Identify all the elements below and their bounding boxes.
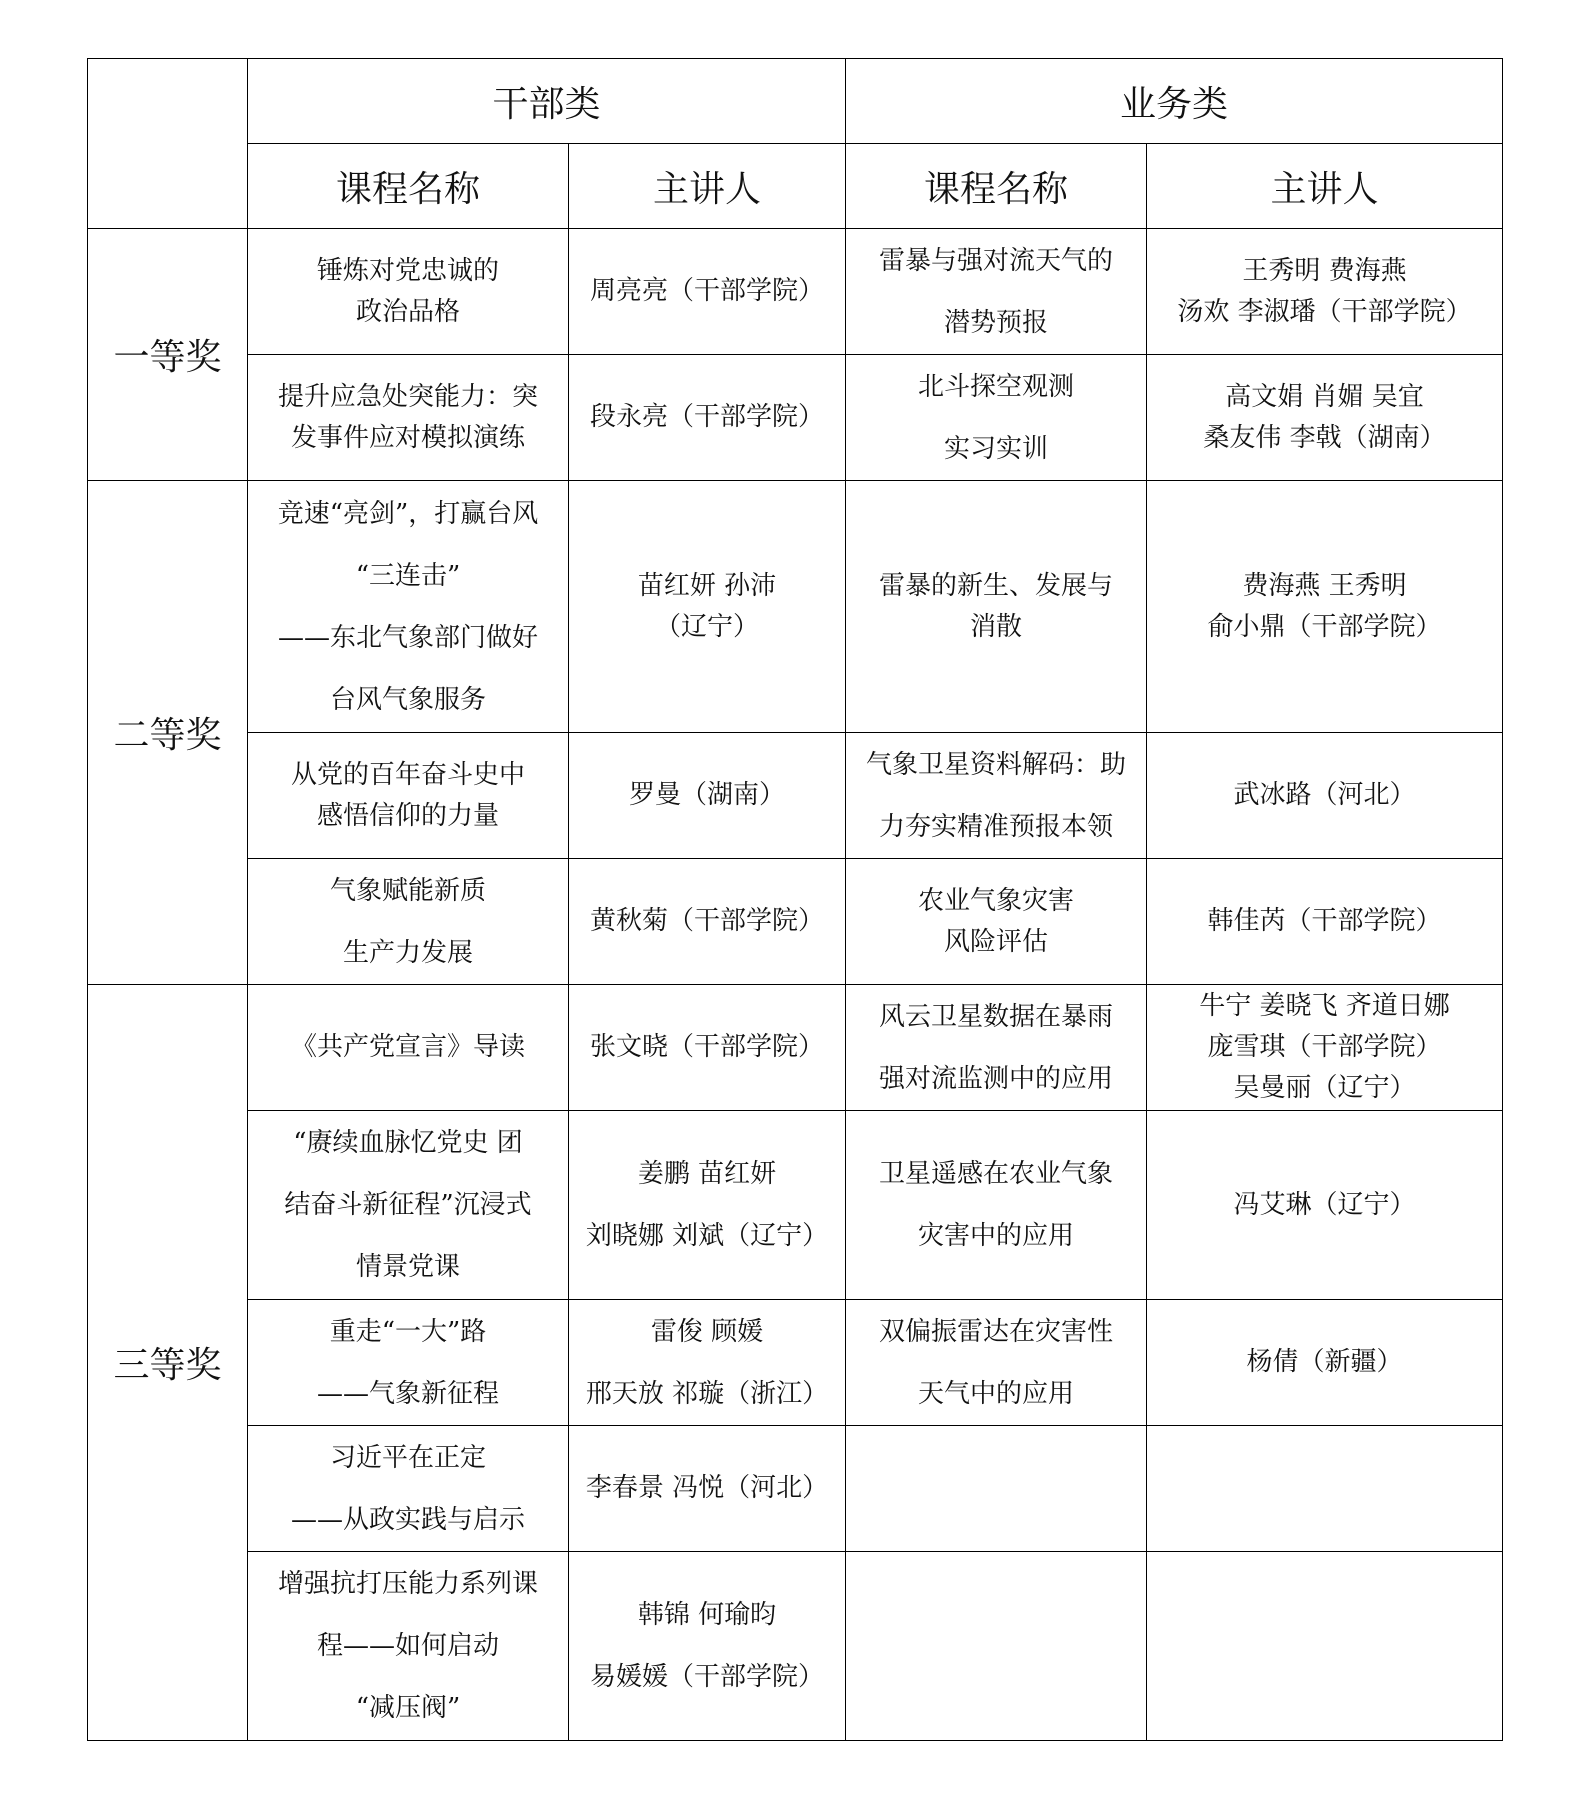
cadre-course-cell	[248, 229, 569, 355]
business-lecturer-cell	[1147, 1552, 1503, 1741]
cell-line: 农业气象灾害	[918, 885, 1075, 916]
cell-line: 增强抗打压能力系列课	[277, 1569, 538, 1599]
cadre-course-name-header: 课程名称	[248, 144, 569, 229]
cell-line: 实习实训	[944, 433, 1049, 464]
cell-line: 卫星遥感在农业气象	[879, 1159, 1114, 1189]
business-lecturer-cell	[1147, 481, 1503, 733]
business-course-cell	[846, 733, 1147, 859]
cell-line: 杨倩（新疆）	[1246, 1347, 1403, 1377]
business-course-cell	[846, 229, 1147, 355]
cell-line: 消散	[970, 611, 1023, 642]
cadre-course-cell	[248, 1426, 569, 1552]
cadre-lecturer-header: 主讲人	[569, 144, 846, 229]
category-cadre-header: 干部类	[248, 59, 846, 144]
corner-cell	[88, 59, 248, 229]
award-row	[88, 985, 1503, 1111]
business-course-cell	[846, 355, 1147, 481]
award-row	[88, 1426, 1503, 1552]
business-lecturer-cell	[1147, 859, 1503, 985]
business-course-cell	[846, 1552, 1147, 1741]
category-business-header: 业务类	[846, 59, 1503, 144]
cell-line: 姜鹏 苗红妍	[637, 1159, 777, 1189]
cadre-course-cell	[248, 859, 569, 985]
cell-line: ——从政实践与启示	[290, 1504, 525, 1535]
cadre-lecturer-cell	[569, 1300, 846, 1426]
business-course-cell	[846, 859, 1147, 985]
cadre-lecturer-cell	[569, 859, 846, 985]
cell-line: 习近平在正定	[329, 1442, 486, 1473]
award-row	[88, 733, 1503, 859]
award-row	[88, 1111, 1503, 1300]
business-course-cell	[846, 1426, 1147, 1552]
business-lecturer-cell	[1147, 1111, 1503, 1300]
cell-line: 段永亮（干部学院）	[590, 402, 825, 432]
cell-line: 俞小鼎（干部学院）	[1207, 611, 1442, 642]
business-course-cell	[846, 1300, 1147, 1426]
cell-line: “减压阀”	[355, 1693, 461, 1723]
cadre-lecturer-cell	[569, 1552, 846, 1741]
business-lecturer-cell	[1147, 229, 1503, 355]
business-lecturer-cell	[1147, 1300, 1503, 1426]
cell-line: 汤欢 李淑璠（干部学院）	[1177, 296, 1472, 327]
cell-line: 韩锦 何瑜昀	[637, 1600, 777, 1630]
cadre-lecturer-cell	[569, 229, 846, 355]
award-row	[88, 1300, 1503, 1426]
cell-line: 台风气象服务	[329, 684, 486, 715]
business-lecturer-cell	[1147, 1426, 1503, 1552]
cell-line: 政治品格	[355, 296, 460, 327]
cadre-course-cell	[248, 733, 569, 859]
cell-line: 邢天放 祁璇（浙江）	[585, 1378, 829, 1409]
cell-line: 风云卫星数据在暴雨	[879, 1001, 1114, 1032]
cadre-course-cell	[248, 1300, 569, 1426]
business-course-name-header: 课程名称	[846, 144, 1147, 229]
cell-line: 力夯实精准预报本领	[879, 811, 1114, 842]
cell-line: 张文晓（干部学院）	[590, 1032, 825, 1062]
cell-line: 结奋斗新征程”沉浸式	[284, 1190, 532, 1220]
business-course-cell	[846, 1111, 1147, 1300]
cell-line: 《共产党宣言》导读	[290, 1032, 525, 1062]
cell-line: 双偏振雷达在灾害性	[879, 1316, 1114, 1347]
cell-line: 气象赋能新质	[329, 875, 486, 906]
cell-line: 雷暴与强对流天气的	[879, 245, 1114, 276]
header-row-categories	[88, 59, 1503, 144]
cell-line: 程——如何启动	[316, 1631, 499, 1661]
cell-line: 雷俊 顾媛	[650, 1316, 764, 1347]
cell-line: 牛宁 姜晓飞 齐道日娜	[1199, 991, 1450, 1021]
cell-line: 韩佳芮（干部学院）	[1207, 906, 1442, 936]
prize-level-cell: 三等奖	[88, 985, 248, 1741]
cell-line: “赓续血脉忆党史 团	[293, 1128, 523, 1158]
cell-line: 苗红妍 孙沛	[637, 570, 777, 601]
cell-line: 费海燕 王秀明	[1242, 570, 1407, 601]
cadre-lecturer-cell	[569, 355, 846, 481]
cell-line: “三连击”	[355, 560, 461, 591]
cadre-course-cell	[248, 1111, 569, 1300]
cadre-course-cell	[248, 355, 569, 481]
award-row	[88, 229, 1503, 355]
cell-line: 情景党课	[355, 1252, 460, 1282]
business-course-cell	[846, 481, 1147, 733]
awards-table-body	[88, 59, 1503, 1741]
cell-line: 李春景 冯悦（河北）	[585, 1473, 829, 1503]
cell-line: 高文娟 肖媚 吴宜	[1225, 381, 1424, 412]
cell-line: 黄秋菊（干部学院）	[590, 906, 825, 936]
cell-line: 桑友伟 李戟（湖南）	[1203, 422, 1446, 453]
cell-line: 风险评估	[944, 926, 1049, 957]
cell-line: 提升应急处突能力：突	[277, 381, 538, 412]
cell-line: 雷暴的新生、发展与	[879, 570, 1114, 601]
cell-line: 生产力发展	[342, 937, 473, 968]
cell-line: 灾害中的应用	[918, 1221, 1075, 1251]
awards-table	[87, 58, 1503, 1741]
cell-line: 庞雪琪（干部学院）	[1207, 1032, 1442, 1062]
cell-line: ——东北气象部门做好	[277, 622, 538, 653]
award-row	[88, 1552, 1503, 1741]
cell-line: 发事件应对模拟演练	[290, 422, 525, 453]
cell-line: 冯艾琳（辽宁）	[1233, 1189, 1416, 1220]
cell-line: 王秀明 费海燕	[1242, 255, 1407, 286]
cell-line: 重走“一大”路	[329, 1316, 487, 1347]
business-lecturer-header: 主讲人	[1147, 144, 1503, 229]
header-row-columns	[88, 144, 1503, 229]
cadre-lecturer-cell	[569, 985, 846, 1111]
cell-line: 易媛媛（干部学院）	[590, 1662, 825, 1692]
cell-line: 天气中的应用	[918, 1378, 1075, 1409]
award-row	[88, 481, 1503, 733]
cadre-lecturer-cell	[569, 1111, 846, 1300]
cell-line: 气象卫星资料解码：助	[866, 749, 1127, 780]
cell-line: 强对流监测中的应用	[879, 1063, 1114, 1094]
cell-line: ——气象新征程	[316, 1378, 499, 1409]
prize-level-cell: 二等奖	[88, 481, 248, 985]
cell-line: 周亮亮（干部学院）	[590, 276, 825, 306]
cadre-course-cell	[248, 985, 569, 1111]
business-lecturer-cell	[1147, 733, 1503, 859]
cadre-course-cell	[248, 1552, 569, 1741]
cadre-lecturer-cell	[569, 1426, 846, 1552]
business-lecturer-cell	[1147, 985, 1503, 1111]
cell-line: 刘晓娜 刘斌（辽宁）	[585, 1221, 829, 1251]
cell-line: 武冰路（河北）	[1233, 780, 1416, 810]
cell-line: 竞速“亮剑”，打赢台风	[277, 498, 539, 529]
cadre-lecturer-cell	[569, 733, 846, 859]
award-row	[88, 355, 1503, 481]
prize-level-cell: 一等奖	[88, 229, 248, 481]
cell-line: 吴曼丽（辽宁）	[1233, 1073, 1416, 1103]
cadre-course-cell	[248, 481, 569, 733]
cadre-lecturer-cell	[569, 481, 846, 733]
award-row	[88, 859, 1503, 985]
business-course-cell	[846, 985, 1147, 1111]
cell-line: （辽宁）	[655, 611, 760, 642]
business-lecturer-cell	[1147, 355, 1503, 481]
cell-line: 锤炼对党忠诚的	[316, 255, 499, 286]
cell-line: 罗曼（湖南）	[629, 780, 786, 810]
cell-line: 感悟信仰的力量	[316, 800, 499, 831]
cell-line: 潜势预报	[944, 307, 1049, 338]
cell-line: 从党的百年奋斗史中	[290, 759, 525, 790]
cell-line: 北斗探空观测	[918, 371, 1075, 402]
